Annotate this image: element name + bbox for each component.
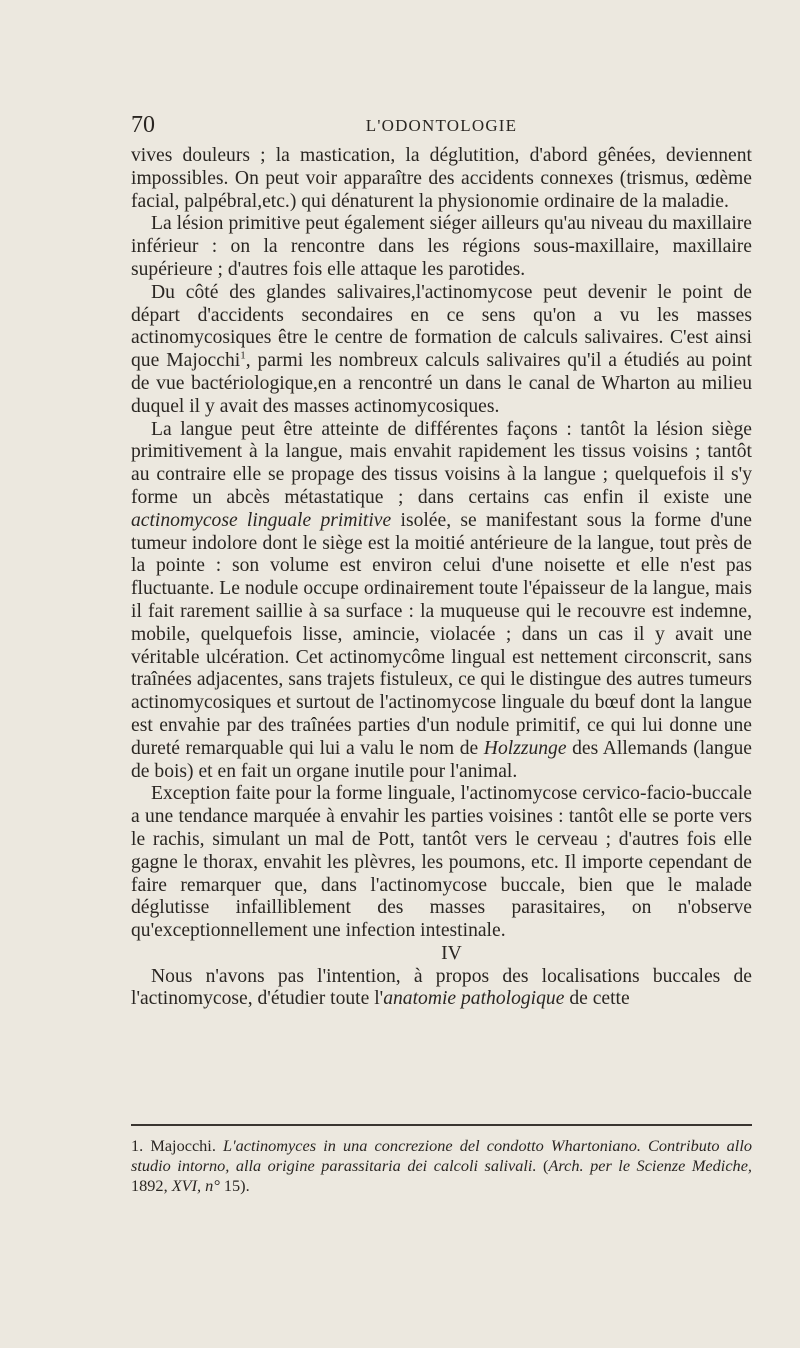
footnote-rule: [131, 1124, 752, 1126]
text-run: La lésion primitive peut également siéger ailleurs qu'au niveau du maxillaire inférieur : on la rencontre dans les régions sous-maxillaire, maxillaire supérieure ; d'autres fois elle attaque les parotides.: [131, 213, 752, 280]
text-run: 1892,: [131, 1176, 172, 1195]
italic-term: actinomycose linguale primitive: [131, 509, 392, 531]
text-run: Nous n'avons pas l'intention, à propos des localisations buccales de l'actinomycose, d'étudier toute: [131, 965, 752, 1010]
body-text: [131, 145, 752, 1011]
text-run: vives douleurs ; la mastication, la déglutition, d'abord gênées, deviennent impossibles. On peut voir apparaître des accidents connexes (trismus, œdème facial, palpébral,etc.) qui dénaturent la physionomie ordinaire de la maladie.: [131, 145, 752, 212]
text-run: (: [536, 1156, 549, 1175]
italic-term: anatomie pathologique: [383, 988, 565, 1010]
text-run: Du côté des glandes salivaires,l'actinomycose peut devenir le point de départ d'accidents secondaires en ce sens qu'on a vu les masses actinomycosiques être le centre de formation de calculs salivaires. C'est ainsi que Majocchi: [131, 281, 752, 372]
paragraph: [131, 783, 752, 943]
footnote-title: L'actinomyces in una concrezione del condotto Whartoniano. Contributo allo studio intorno, alla origine parassitaria dei calcoli salivali.: [131, 1136, 752, 1175]
text-run: des Allemands (langue de bois) et en fait un organe inutile pour l'animal.: [131, 737, 752, 782]
paragraph: [131, 966, 752, 1012]
footnote-number-sign: n°: [205, 1176, 220, 1195]
footnote-journal: Arch. per le Scienze Mediche,: [548, 1156, 752, 1175]
footnote: [131, 1136, 752, 1196]
footnote-marker: 1: [240, 349, 246, 362]
paragraph: [131, 282, 752, 419]
running-title: L'ODONTOLOGIE: [365, 116, 518, 135]
paragraph: [131, 145, 752, 213]
page-number: 70: [131, 112, 155, 138]
footnote-author: 1. Majocchi.: [131, 1136, 224, 1155]
footnote-volume: XVI,: [171, 1176, 202, 1195]
page-header: [131, 112, 752, 142]
italic-term: Holzzunge: [483, 737, 567, 759]
paragraph: [131, 419, 752, 784]
section-number: IV: [441, 942, 462, 964]
text-run: La langue peut être atteinte de différentes façons : tantôt la lésion siège primitivement à la langue, mais envahit rapidement les tissus voisins ; tantôt au contraire elle se propage des tissus voisins à la langue ; quelquefois il s'y forme un abcès métastatique ; dans certains cas enfin il existe une: [131, 418, 752, 508]
text-run: de cette: [564, 988, 630, 1010]
text-run: Exception faite pour la forme linguale, l'actinomycose cervico-facio-buccale a une tendance marquée à envahir les parties voisines : tantôt elle se porte vers le rachis, simulant un mal de Pott, tantôt vers le cerveau ; d'autres fois elle gagne le thorax, envahit les plèvres, les poumons, etc. Il importe cependant de faire remarquer que, dans l'actinomycose buccale, bien que le malade déglutisse infailliblement des masses parasitaires, on n'observe qu'exceptionnellement une infection intestinale.: [131, 783, 752, 942]
text-run: l': [374, 988, 384, 1010]
text-run: , parmi les nombreux calculs salivaires qu'il a étudiés au point de vue bactériologique,en a rencontré un dans le canal de Wharton au milieu duquel il y avait des masses actinomycosiques.: [131, 350, 753, 417]
footnotes: [131, 1136, 752, 1196]
paragraph: [131, 213, 752, 281]
text-run: 15).: [219, 1176, 250, 1195]
text-run: isolée, se manifestant sous la forme d'une tumeur indolore dont le siège est la moitié antérieure de la langue, tout près de la pointe : son volume est environ celui d'une noisette et elle n'est pas fluctuante. Le nodule occupe ordinairement toute l'épaisseur de la langue, mais il fait rarement saillie à sa surface : la muqueuse qui le recouvre est indemne, mobile, quelquefois lisse, amincie, violacée ; dans un cas il y avait une véritable ulcération. Cet actinomycôme lingual est nettement circonscrit, sans traînées adjacentes, sans trajets fistuleux, ce qui le distingue des autres tumeurs actinomycosiques et surtout de l'actinomycose linguale du bœuf dont la langue est envahie par des traînées parties d'un nodule primitif, ce qui lui donne une dureté remarquable qui lui a valu le nom de: [131, 509, 753, 759]
